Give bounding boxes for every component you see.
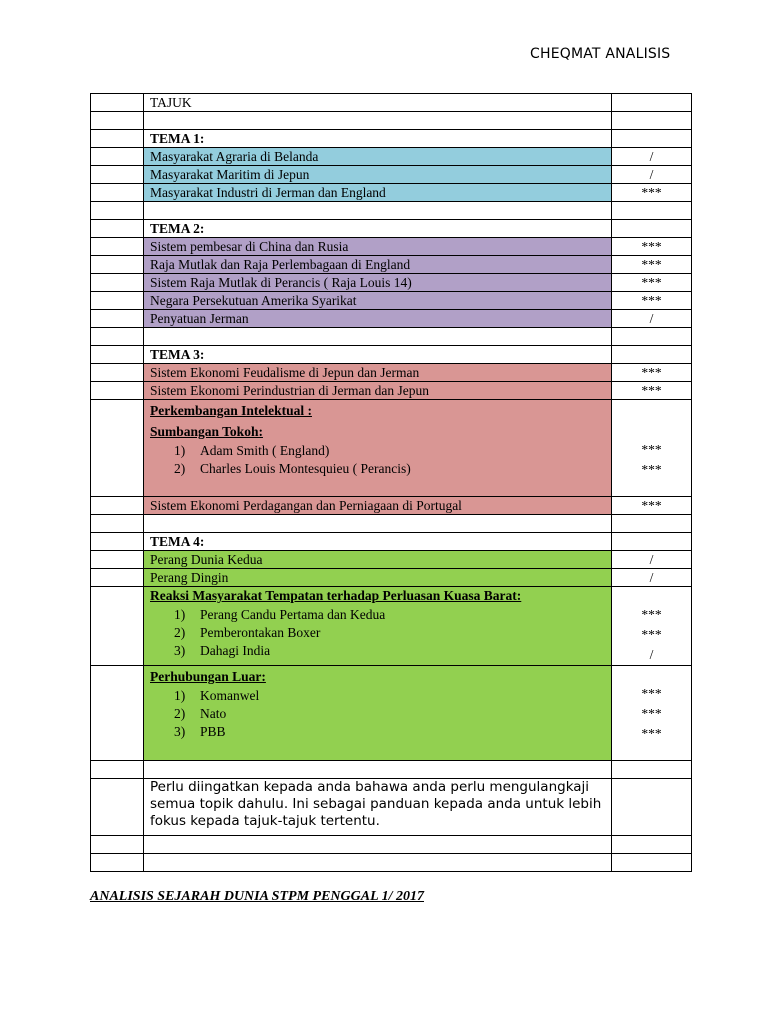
reaksi-list — [150, 606, 605, 660]
topic-mark: *** — [641, 686, 662, 701]
topic-mark: *** — [641, 627, 662, 642]
tema2-topic: Sistem Raja Mutlak di Perancis ( Raja Louis 14) — [144, 274, 612, 292]
table-row — [91, 382, 692, 400]
list-item: 1) Perang Candu Pertama dan Kedua — [174, 607, 386, 622]
table-row — [91, 148, 692, 166]
table-row — [91, 533, 692, 551]
topic-mark: *** — [612, 238, 692, 256]
tema3-topic: Sistem Ekonomi Perindustrian di Jerman dan Jepun — [144, 382, 612, 400]
table-row — [91, 238, 692, 256]
table-row — [91, 364, 692, 382]
list-item: 1) Adam Smith ( England) — [174, 443, 330, 458]
tema2-label: TEMA 2: — [144, 220, 612, 238]
tema4-topic: Perang Dunia Kedua — [144, 551, 612, 569]
tokoh-list — [150, 442, 605, 478]
tema4-label: TEMA 4: — [144, 533, 612, 551]
table-row — [91, 346, 692, 364]
topic-mark: *** — [612, 382, 692, 400]
list-item: 2) Nato — [174, 706, 227, 721]
table-heading: TAJUK — [144, 94, 612, 112]
table-row — [91, 666, 692, 761]
tema3-topic: Sistem Ekonomi Perdagangan dan Perniagaan di Portugal — [144, 497, 612, 515]
table-row-blank — [91, 515, 692, 533]
topic-mark: / — [649, 647, 654, 662]
tema3-label: TEMA 3: — [144, 346, 612, 364]
topic-mark: *** — [641, 462, 662, 477]
table-row — [91, 256, 692, 274]
reaksi-heading: Reaksi Masyarakat Tempatan terhadap Perluasan Kuasa Barat: — [150, 588, 522, 603]
topic-mark: / — [612, 310, 692, 328]
table-row — [91, 274, 692, 292]
table-row-blank — [91, 854, 692, 872]
topic-mark: *** — [612, 497, 692, 515]
topic-mark: *** — [612, 274, 692, 292]
tema2-topic: Penyatuan Jerman — [144, 310, 612, 328]
table-row — [91, 497, 692, 515]
table-row — [91, 569, 692, 587]
reaksi-cell — [144, 587, 612, 666]
table-row — [91, 94, 692, 112]
sumbangan-heading: Sumbangan Tokoh: — [150, 424, 263, 439]
tema3-topic: Sistem Ekonomi Feudalisme di Jepun dan Jerman — [144, 364, 612, 382]
list-item: 2) Charles Louis Montesquieu ( Perancis) — [174, 461, 411, 476]
table-row — [91, 130, 692, 148]
tema2-topic: Negara Persekutuan Amerika Syarikat — [144, 292, 612, 310]
tema4-topic: Perang Dingin — [144, 569, 612, 587]
table-row — [91, 400, 692, 497]
hubungan-heading: Perhubungan Luar: — [150, 669, 266, 684]
topic-mark: *** — [612, 364, 692, 382]
intelektual-heading: Perkembangan Intelektual : — [150, 403, 312, 418]
table-row — [91, 310, 692, 328]
table-row-blank — [91, 202, 692, 220]
tema1-label: TEMA 1: — [144, 130, 612, 148]
table-row — [91, 551, 692, 569]
tema2-topic: Sistem pembesar di China dan Rusia — [144, 238, 612, 256]
tema2-topic: Raja Mutlak dan Raja Perlembagaan di England — [144, 256, 612, 274]
table-row — [91, 292, 692, 310]
hubungan-list — [150, 687, 605, 741]
tema1-topic: Masyarakat Maritim di Jepun — [144, 166, 612, 184]
hubungan-cell — [144, 666, 612, 761]
table-row-blank — [91, 836, 692, 854]
topic-mark: *** — [612, 184, 692, 202]
topic-mark: / — [612, 148, 692, 166]
document-header-title: CHEQMAT ANALISIS — [530, 46, 671, 62]
tema1-topic: Masyarakat Industri di Jerman dan England — [144, 184, 612, 202]
table-row-blank — [91, 761, 692, 779]
topic-mark: *** — [641, 442, 662, 457]
table-row — [91, 184, 692, 202]
topic-mark: *** — [612, 256, 692, 274]
topic-mark: *** — [612, 292, 692, 310]
topic-mark: / — [612, 569, 692, 587]
analysis-table — [90, 93, 692, 872]
table-row — [91, 166, 692, 184]
topic-mark: *** — [641, 726, 662, 741]
list-item: 1) Komanwel — [174, 688, 260, 703]
list-item: 3) Dahagi India — [174, 643, 271, 658]
intelektual-cell — [144, 400, 612, 497]
tema1-topic: Masyarakat Agraria di Belanda — [144, 148, 612, 166]
list-item: 3) PBB — [174, 724, 226, 739]
table-row-blank — [91, 112, 692, 130]
table-row — [91, 779, 692, 836]
list-item: 2) Pemberontakan Boxer — [174, 625, 321, 640]
table-row — [91, 587, 692, 666]
table-row-blank — [91, 328, 692, 346]
topic-mark: *** — [641, 706, 662, 721]
topic-mark: / — [612, 166, 692, 184]
topic-mark: / — [612, 551, 692, 569]
topic-mark: *** — [641, 607, 662, 622]
table-row — [91, 220, 692, 238]
document-footer-title: ANALISIS SEJARAH DUNIA STPM PENGGAL 1/ 2017 — [90, 889, 424, 904]
reminder-note: Perlu diingatkan kepada anda bahawa anda perlu mengulangkaji semua topik dahulu. Ini sebagai panduan kepada anda untuk lebih fokus kepada tajuk-tajuk tertentu. — [144, 779, 612, 836]
